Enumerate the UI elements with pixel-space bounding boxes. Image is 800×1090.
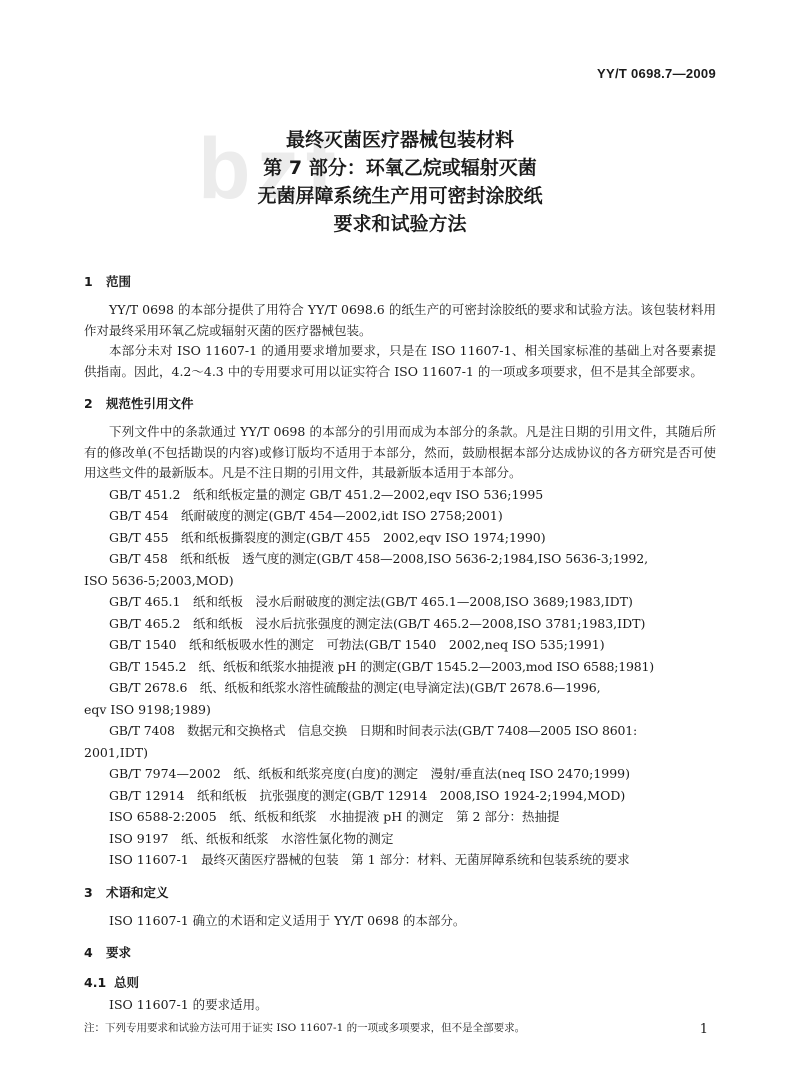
reference-item: GB/T 454 纸耐破度的测定(GB/T 454—2002,idt ISO 2758;2001) — [109, 508, 503, 523]
terms-paragraph: ISO 11607-1 确立的术语和定义适用于 YY/T 0698 的本部分。 — [109, 912, 466, 928]
scope-paragraph: 本部分未对 ISO 11607-1 的通用要求增加要求，只是在 ISO 11607-1、相关国家标准的基础上对各要素提供指南。因此，4.2～4.3 中的专用要求可用以证实符合 ISO 11607-1 的一项或多项要求，但不是其全部要求。 — [84, 343, 716, 379]
reference-item: GB/T 1540 纸和纸板吸水性的测定 可勃法(GB/T 1540 2002,neq ISO 535;1991) — [109, 637, 605, 652]
section-heading-scope — [84, 270, 716, 294]
section-heading-terms — [84, 881, 716, 905]
reference-item: GB/T 455 纸和纸板撕裂度的测定(GB/T 455 2002,eqv ISO 1974;1990) — [109, 529, 546, 545]
reference-item: GB/T 465.2 纸和纸板 浸水后抗张强度的测定法(GB/T 465.2—2008,ISO 3781;1983,IDT) — [109, 615, 646, 631]
note: 注：下列专用要求和试验方法可用于证实 ISO 11607-1 的一项或多项要求，但不是全部要求。 — [84, 1021, 526, 1034]
section-heading-normative-references — [84, 392, 716, 416]
reference-item: GB/T 12914 纸和纸板 抗张强度的测定(GB/T 12914 2008,ISO 1924-2;1994,MOD) — [109, 787, 626, 803]
section-number: 2 — [84, 396, 93, 411]
reference-item: GB/T 465.1 纸和纸板 浸水后耐破度的测定法(GB/T 465.1—2008,ISO 3689;1983,IDT) — [109, 594, 633, 609]
title-line: 无菌屏障系统生产用可密封涂胶纸 — [257, 185, 543, 207]
standard-code: YY/T 0698.7—2009 — [597, 66, 716, 81]
general-paragraph: ISO 11607-1 的要求适用。 — [109, 997, 268, 1012]
reference-item: GB/T 458 纸和纸板 透气度的测定(GB/T 458—2008,ISO 5636-2;1984,ISO 5636-3;1992, — [109, 551, 648, 566]
reference-item: GB/T 451.2 纸和纸板定量的测定 GB/T 451.2—2002,eqv ISO 536;1995 — [109, 486, 544, 502]
title-line: 第 7 部分：环氧乙烷或辐射灭菌 — [263, 157, 537, 179]
section-title: 范围 — [106, 274, 132, 289]
reference-item: ISO 11607-1 最终灭菌医疗器械的包装 第 1 部分：材料、无菌屏障系统和包装系统的要求 — [109, 852, 630, 867]
reference-item-continuation: ISO 5636-5;2003,MOD) — [84, 572, 234, 588]
section-title: 要求 — [106, 945, 132, 960]
subsection-number: 4.1 — [84, 975, 107, 990]
references-intro: 下列文件中的条款通过 YY/T 0698 的本部分的引用而成为本部分的条款。凡是注日期的引用文件，其随后所有的修改单(不包括勘误的内容)或修订版均不适用于本部分，然而，鼓励根据本部分达成协议的各方研究是否可使用这些文件的最新版本。凡是不注日期的引用文件，其最新版本适用于本部分。 — [84, 424, 716, 480]
title-line: 要求和试验方法 — [333, 213, 467, 235]
reference-item: GB/T 1545.2 纸、纸板和纸浆水抽提液 pH 的测定(GB/T 1545.2—2003,mod ISO 6588;1981) — [109, 658, 654, 674]
title-line: 最终灭菌医疗器械包装材料 — [285, 129, 514, 151]
section-heading-requirements — [84, 941, 716, 965]
reference-item-continuation: 2001,IDT) — [84, 744, 148, 760]
scope-paragraph: YY/T 0698 的本部分提供了用符合 YY/T 0698.6 的纸生产的可密封涂胶纸的要求和试验方法。该包装材料用作对最终采用环氧乙烷或辐射灭菌的医疗器械包装。 — [84, 302, 716, 338]
reference-item: ISO 6588-2:2005 纸、纸板和纸浆 水抽提液 pH 的测定 第 2 部分：热抽提 — [109, 809, 560, 824]
subsection-heading-general — [84, 971, 716, 995]
reference-item: GB/T 7408 数据元和交换格式 信息交换 日期和时间表示法(GB/T 7408—2005 ISO 8601: — [109, 723, 638, 738]
document-title — [0, 126, 800, 238]
document-body — [84, 270, 716, 1036]
reference-item: GB/T 7974—2002 纸、纸板和纸浆亮度(白度)的测定 漫射/垂直法(neq ISO 2470;1999) — [109, 766, 631, 781]
reference-item: GB/T 2678.6 纸、纸板和纸浆水溶性硫酸盐的测定(电导滴定法)(GB/T 2678.6—1996, — [109, 680, 601, 695]
reference-item: ISO 9197 纸、纸板和纸浆 水溶性氯化物的测定 — [109, 830, 394, 846]
page-number: 1 — [699, 1022, 708, 1037]
section-number: 4 — [84, 945, 93, 960]
section-number: 3 — [84, 884, 93, 900]
section-title: 规范性引用文件 — [106, 396, 194, 411]
section-title: 术语和定义 — [106, 884, 169, 900]
section-number: 1 — [84, 274, 93, 289]
reference-item-continuation: eqv ISO 9198;1989) — [84, 701, 211, 717]
subsection-title: 总则 — [114, 975, 140, 990]
watermark: bzf — [198, 121, 341, 217]
